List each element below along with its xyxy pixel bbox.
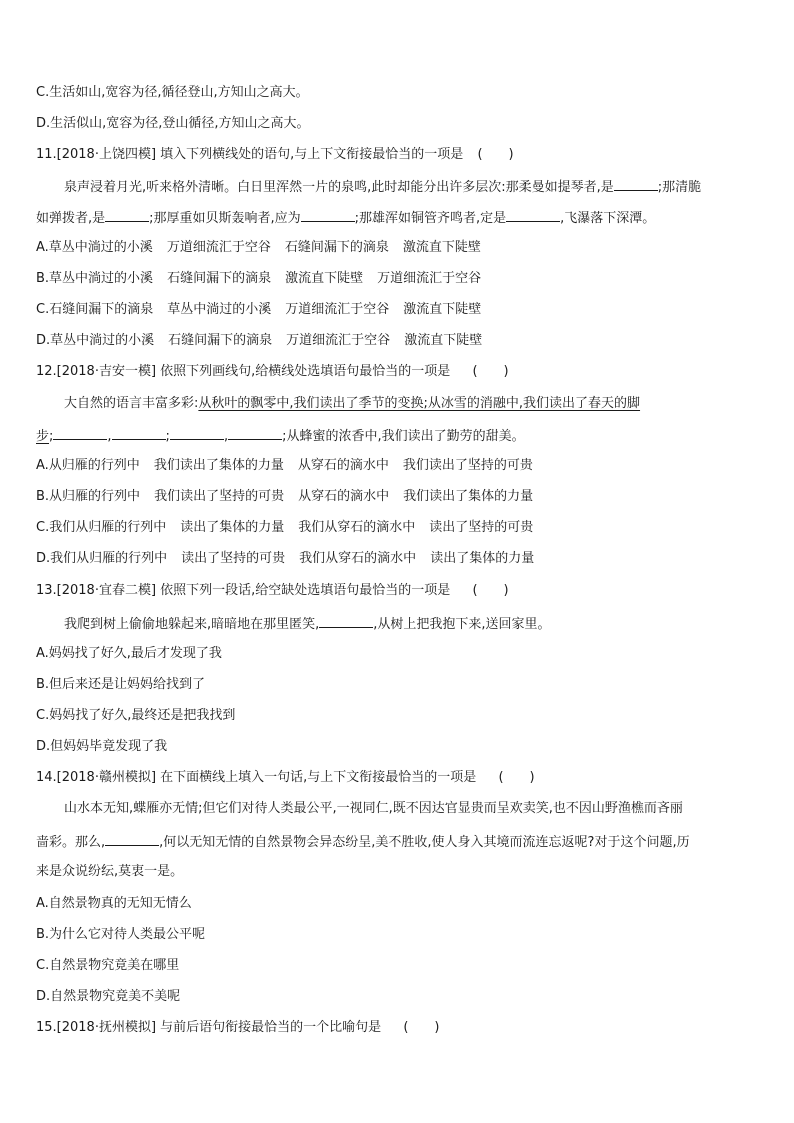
option-segment: 读出了集体的力量 [430,551,535,566]
q13-option-b: B.但后来还是让妈妈给找到了 [36,677,206,692]
q11-option-a [36,239,764,257]
q13-answer-paren: ( ) [472,583,509,598]
option-segment: 我们读出了坚持的可贵 [402,458,533,473]
option-segment: 我们读出了集体的力量 [153,458,284,473]
q14-option-d: D.自然景物究竟美不美呢 [36,989,181,1004]
q15-stem [36,1019,764,1037]
q12-passage-text: ;从蜂蜜的浓香中,我们读出了勤劳的甜美。 [282,429,525,444]
q13-stem-text: 13.[2018·宜春二模] 依照下列一段话,给空缺处选填语句最恰当的一项是 [36,583,451,598]
q12-passage-text: , [107,429,112,444]
q11-passage-line-1 [64,177,764,197]
option-segment: 草丛中淌过的小溪 [167,302,272,317]
option-segment: 我们从穿石的滴水中 [298,520,416,535]
q11-option-c [36,301,764,319]
option-segment: 我们读出了集体的力量 [403,489,534,504]
q12-answer-paren: ( ) [472,364,509,379]
q14-stem [36,769,764,787]
option-segment: 万道细流汇于空谷 [166,240,271,255]
q11-blank-1 [614,177,658,191]
q14-blank [105,832,159,846]
q12-passage-text: ; [165,429,170,444]
q13-option-a: A.妈妈找了好久,最后才发现了我 [36,646,222,661]
q13-option-d: D.但妈妈毕竟发现了我 [36,739,168,754]
q14-passage-line-1: 山水本无知,蝶雁亦无情;但它们对待人类最公平,一视同仁,既不因达官显贵而呈欢卖笑,也不因山野渔樵而吝丽 [64,801,683,816]
option-segment: B.从归雁的行列中 [36,489,141,504]
q11-blank-2 [105,208,149,222]
q15-stem-text: 15.[2018·抚州模拟] 与前后语句衔接最恰当的一个比喻句是 [36,1020,382,1035]
q13-blank [319,614,373,628]
option-segment: A.草丛中淌过的小溪 [36,240,153,255]
q12-passage-line-1 [64,395,764,413]
option-segment: 石缝间漏下的滴泉 [284,240,389,255]
option-segment: 激流直下陡壁 [403,302,482,317]
option-segment: D.草丛中淌过的小溪 [36,333,155,348]
option-segment: 石缝间漏下的滴泉 [168,333,273,348]
option-segment: 万道细流汇于空谷 [377,271,482,286]
q11-blank-4 [506,208,560,222]
option-segment: 石缝间漏下的滴泉 [167,271,272,286]
q11-passage-line-2 [36,208,764,228]
q11-option-d [36,332,764,350]
q12-passage-text: , [223,429,229,444]
q11-answer-paren: ( ) [477,147,514,162]
q11-passage-text: 泉声浸着月光,听来格外清晰。白日里浑然一片的泉鸣,此时却能分出许多层次:那柔曼如提琴者,是 [64,180,614,195]
q14-passage-text: 啬彩。那么, [36,835,106,850]
q12-option-d [36,550,764,568]
q14-passage-line-3: 来是众说纷纭,莫衷一是。 [36,864,184,879]
q12-stem-text: 12.[2018·吉安一模] 依照下列画线句,给横线处选填语句最恰当的一项是 [36,364,451,379]
option-segment: 万道细流汇于空谷 [285,302,390,317]
q11-passage-text: ,飞瀑落下深潭。 [560,211,656,226]
q11-passage-text: ;那清脆 [657,180,702,195]
option-segment: 激流直下陡壁 [402,240,481,255]
q12-option-b [36,488,764,506]
q14-answer-paren: ( ) [498,770,535,785]
option-segment: 读出了坚持的可贵 [429,520,534,535]
q11-stem-text: 11.[2018·上饶四模] 填入下列横线处的语句,与上下文衔接最恰当的一项是 [36,147,464,162]
q11-blank-3 [301,208,355,222]
option-segment: C.石缝间漏下的滴泉 [36,302,154,317]
option-segment: D.我们从归雁的行列中 [36,551,168,566]
q13-stem [36,582,764,600]
option-segment: C.我们从归雁的行列中 [36,520,167,535]
q12-stem [36,363,764,381]
q15-answer-paren: ( ) [403,1020,440,1035]
option-segment: 激流直下陡壁 [285,271,364,286]
q12-underlined-sentence: 步 [36,429,50,444]
q14-stem-text: 14.[2018·赣州模拟] 在下面横线上填入一句话,与上下文衔接最恰当的一项是 [36,770,477,785]
q11-passage-text: 如弹拨者,是 [36,211,106,226]
q13-option-c: C.妈妈找了好久,最终还是把我找到 [36,708,236,723]
q14-passage-text: ,何以无知无情的自然景物会异态纷呈,美不胜收,使人身入其境而流连忘返呢?对于这个问题,历 [159,835,690,850]
q12-blank-4 [228,426,282,440]
option-segment: 我们读出了坚持的可贵 [154,489,285,504]
q14-option-c: C.自然景物究竟美在哪里 [36,958,180,973]
q14-option-a: A.自然景物真的无知无情么 [36,896,192,911]
q14-passage-line-2 [36,832,764,852]
q12-blank-2 [112,426,166,440]
q13-passage-text: ,从树上把我抱下来,送回家里。 [373,617,551,632]
option-segment: 我们从穿石的滴水中 [299,551,417,566]
option-segment: 读出了坚持的可贵 [181,551,286,566]
q12-passage-line-2 [36,426,764,446]
q11-passage-text: ;那厚重如贝斯轰响者,应为 [149,211,301,226]
option-segment: 激流直下陡壁 [404,333,483,348]
q10-option-c: C.生活如山,宽容为径,循径登山,方知山之高大。 [36,85,309,100]
q12-passage-text: 大自然的语言丰富多彩: [64,396,199,411]
option-segment: 万道细流汇于空谷 [286,333,391,348]
q12-option-a [36,457,764,475]
q12-blank-1 [53,426,107,440]
q12-passage-text: ; [49,429,54,444]
q12-underlined-sentence: 从秋叶的飘零中,我们读出了季节的变换;从冰雪的消融中,我们读出了春天的脚 [198,396,641,411]
option-segment: 从穿石的滴水中 [297,458,389,473]
q13-passage [64,614,764,634]
option-segment: 从穿石的滴水中 [298,489,390,504]
q14-option-b: B.为什么它对待人类最公平呢 [36,927,206,942]
q12-option-c [36,519,764,537]
q11-option-b [36,270,764,288]
option-segment: 读出了集体的力量 [180,520,285,535]
q11-stem [36,146,764,164]
q12-blank-3 [170,426,224,440]
q13-passage-text: 我爬到树上偷偷地躲起来,暗暗地在那里匿笑, [64,617,320,632]
q11-passage-text: ;那雄浑如铜管齐鸣者,定是 [354,211,507,226]
q10-option-d: D.生活似山,宽容为径,登山循径,方知山之高大。 [36,116,310,131]
option-segment: B.草丛中淌过的小溪 [36,271,154,286]
option-segment: A.从归雁的行列中 [36,458,140,473]
